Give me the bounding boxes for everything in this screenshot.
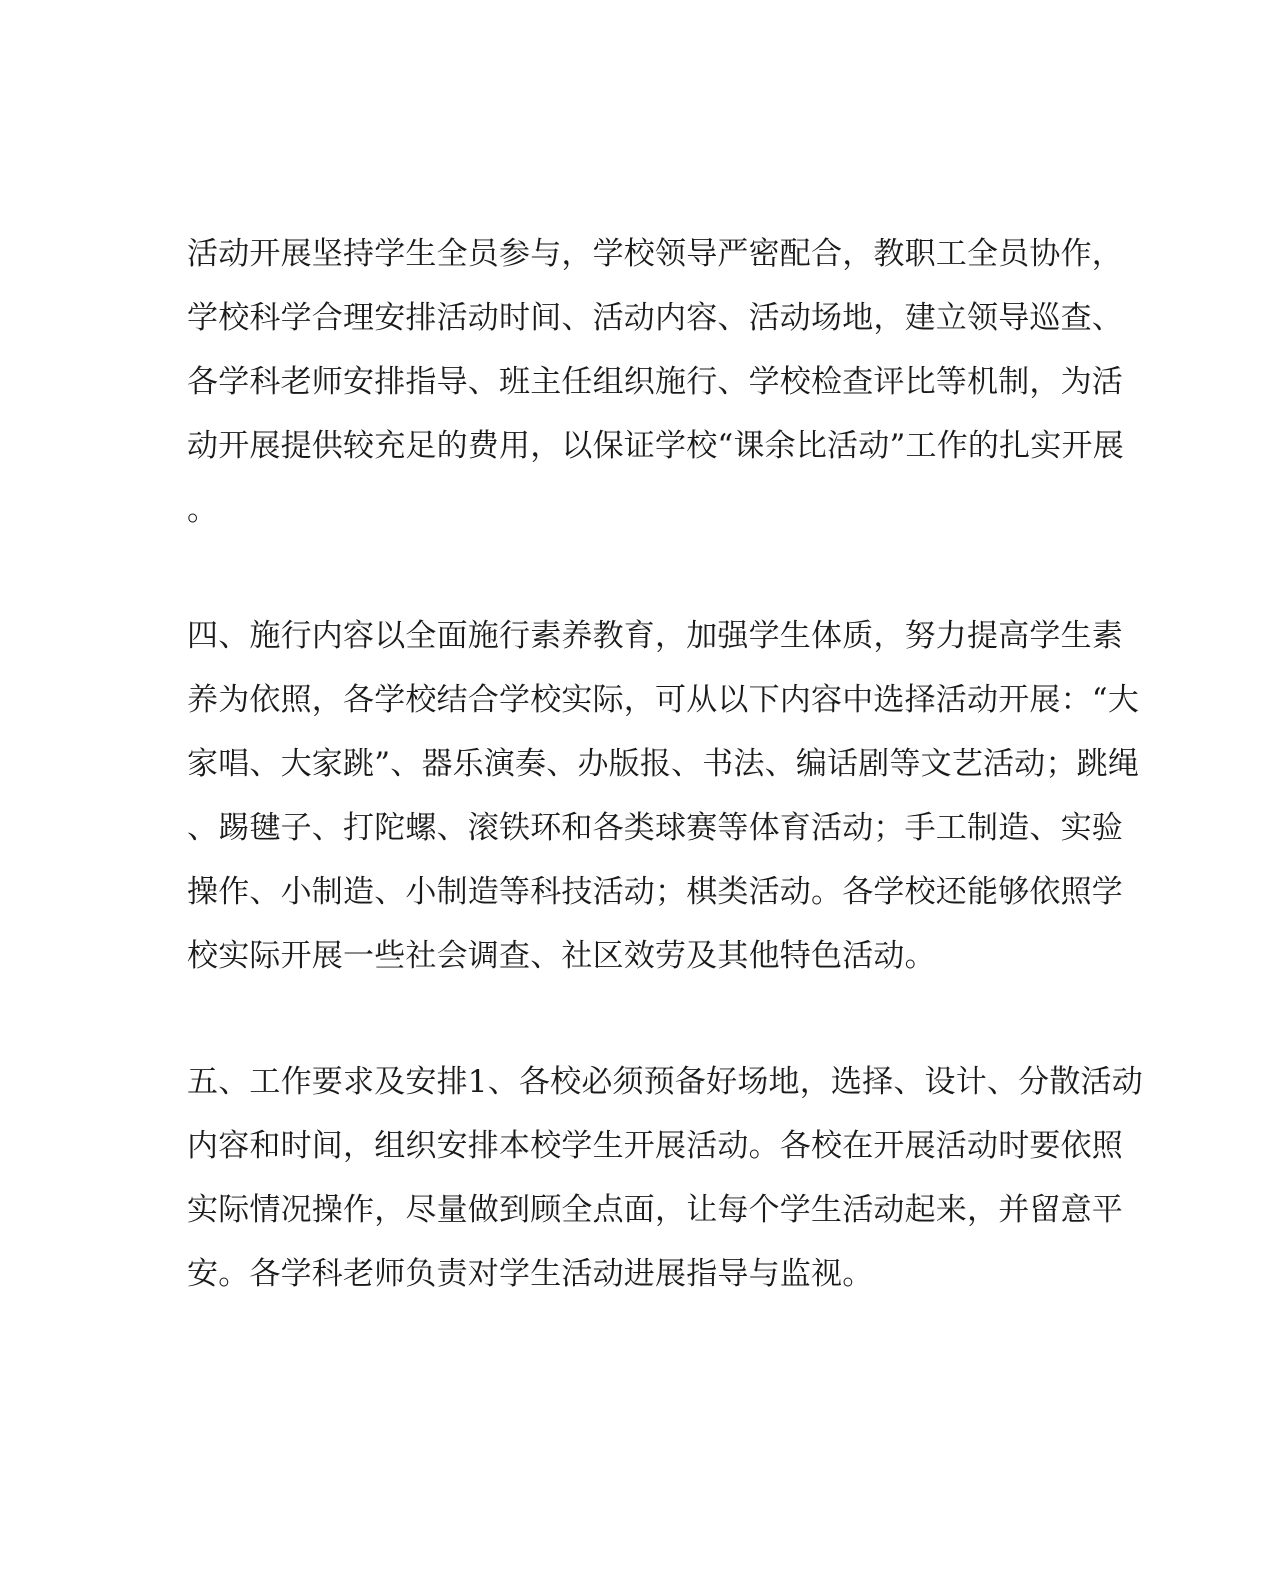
paragraph-section-five [187, 1050, 1143, 1306]
text-line: 五、工作要求及安排1、各校必须预备好场地，选择、设计、分散活动 [187, 1064, 1143, 1100]
paragraph-spacer [187, 542, 1087, 604]
text-line: 学校科学合理安排活动时间、活动内容、活动场地，建立领导巡查、 [187, 300, 1123, 336]
text-line: 内容和时间，组织安排本校学生开展活动。各校在开展活动时要依照 [187, 1128, 1123, 1164]
text-line: 养为依照，各学校结合学校实际，可从以下内容中选择活动开展：“大 [187, 682, 1140, 718]
text-line: 校实际开展一些社会调查、社区效劳及其他特色活动。 [187, 938, 936, 974]
text-line: 。 [187, 492, 219, 528]
text-line: 活动开展坚持学生全员参与，学校领导严密配合，教职工全员协作， [187, 236, 1123, 272]
text-line: 操作、小制造、小制造等科技活动；棋类活动。各学校还能够依照学 [187, 874, 1123, 910]
text-line: 四、施行内容以全面施行素养教育，加强学生体质，努力提高学生素 [187, 618, 1123, 654]
paragraph-spacer [187, 988, 1087, 1050]
text-line: 各学科老师安排指导、班主任组织施行、学校检查评比等机制，为活 [187, 364, 1123, 400]
text-line: 家唱、大家跳”、器乐演奏、办版报、书法、编话剧等文艺活动；跳绳 [187, 746, 1140, 782]
text-line: 、踢毽子、打陀螺、滚铁环和各类球赛等体育活动；手工制造、实验 [187, 810, 1123, 846]
paragraph-section-four [187, 604, 1140, 988]
text-line: 实际情况操作，尽量做到顾全点面，让每个学生活动起来，并留意平 [187, 1192, 1123, 1228]
text-line: 安。各学科老师负责对学生活动进展指导与监视。 [187, 1256, 874, 1292]
document-body [187, 222, 1143, 1306]
text-line: 动开展提供较充足的费用，以保证学校“课余比活动”工作的扎实开展 [187, 428, 1124, 464]
paragraph-activity-organization [187, 222, 1124, 542]
